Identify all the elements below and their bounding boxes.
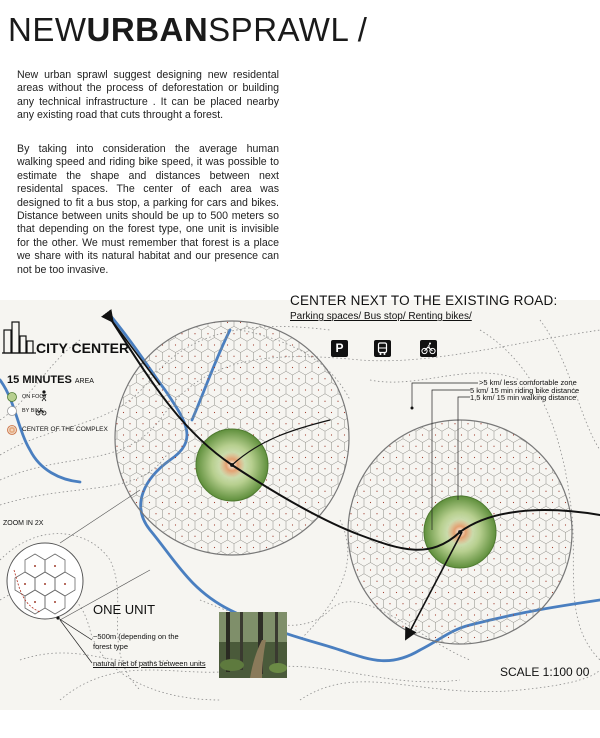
distance-1-5km-walk: 1,5 km/ 15 min walking distance [470, 393, 577, 402]
title-urban: URBAN [86, 11, 209, 48]
parking-icon [331, 340, 348, 357]
minutes-area-label [7, 374, 94, 386]
forest-photo [219, 612, 287, 678]
intro-paragraph: New urban sprawl suggest designing new residental areas without the process of deforestation or building any technical infrastructure . It can be placed nearby any existing road that cuts throught a forest. [17, 69, 279, 122]
legend-by-bike: BY BIKE [22, 408, 44, 414]
distance-5km-bike: 5 km/ 15 min riding bike distance [470, 386, 580, 395]
zoom-circle [7, 543, 83, 620]
bus-icon [374, 340, 391, 357]
center-title: CENTER NEXT TO THE EXISTING ROAD: [290, 293, 558, 308]
legend-center-complex: CENTER OF THE COMPLEX [22, 426, 108, 433]
unit-note-distance: ~500m (depending on the [93, 632, 179, 641]
legend-foot-dot [8, 393, 17, 402]
unit-note-forest: forest type [93, 642, 129, 651]
bike-icon [420, 340, 437, 357]
page-title [8, 10, 367, 50]
one-unit-label: ONE UNIT [93, 602, 156, 617]
title-sprawl: SPRAWL / [208, 11, 368, 48]
city-center-label: CITY CENTER [36, 340, 130, 356]
title-new: NEW [8, 11, 87, 48]
zoom-label: ZOOM IN 2X [3, 520, 44, 527]
unit-note-paths: natural net of paths between units [93, 659, 206, 668]
center-subtitle: Parking spaces/ Bus stop/ Renting bikes/ [290, 311, 472, 322]
legend-center-dot [8, 426, 17, 435]
distance-5km-plus: >5 km/ less comfortable zone [479, 378, 577, 387]
forest-map [0, 300, 600, 710]
legend-bike-dot [8, 407, 17, 416]
minutes-word: MINUTES [22, 374, 72, 386]
scale-label: SCALE 1:100 00 [500, 665, 590, 679]
parking-letter: P [335, 341, 344, 355]
method-paragraph: By taking into consideration the average human walking speed and riding bike speed, it was possible to estimate the shape and distances between next residental spaces. The center of each area was designed to fit a bus stop, a parking for cars and bikes. Distance between units should be up to 500 meters so that depending on the forest type, one unit is invisible for the other. We must remember that forest is a place we share with its natural habitat and our presence can not be too invasive. [17, 143, 279, 276]
minutes-number: 15 [7, 374, 20, 386]
legend-on-foot: ON FOOT [22, 394, 48, 400]
area-word: AREA [74, 378, 94, 385]
